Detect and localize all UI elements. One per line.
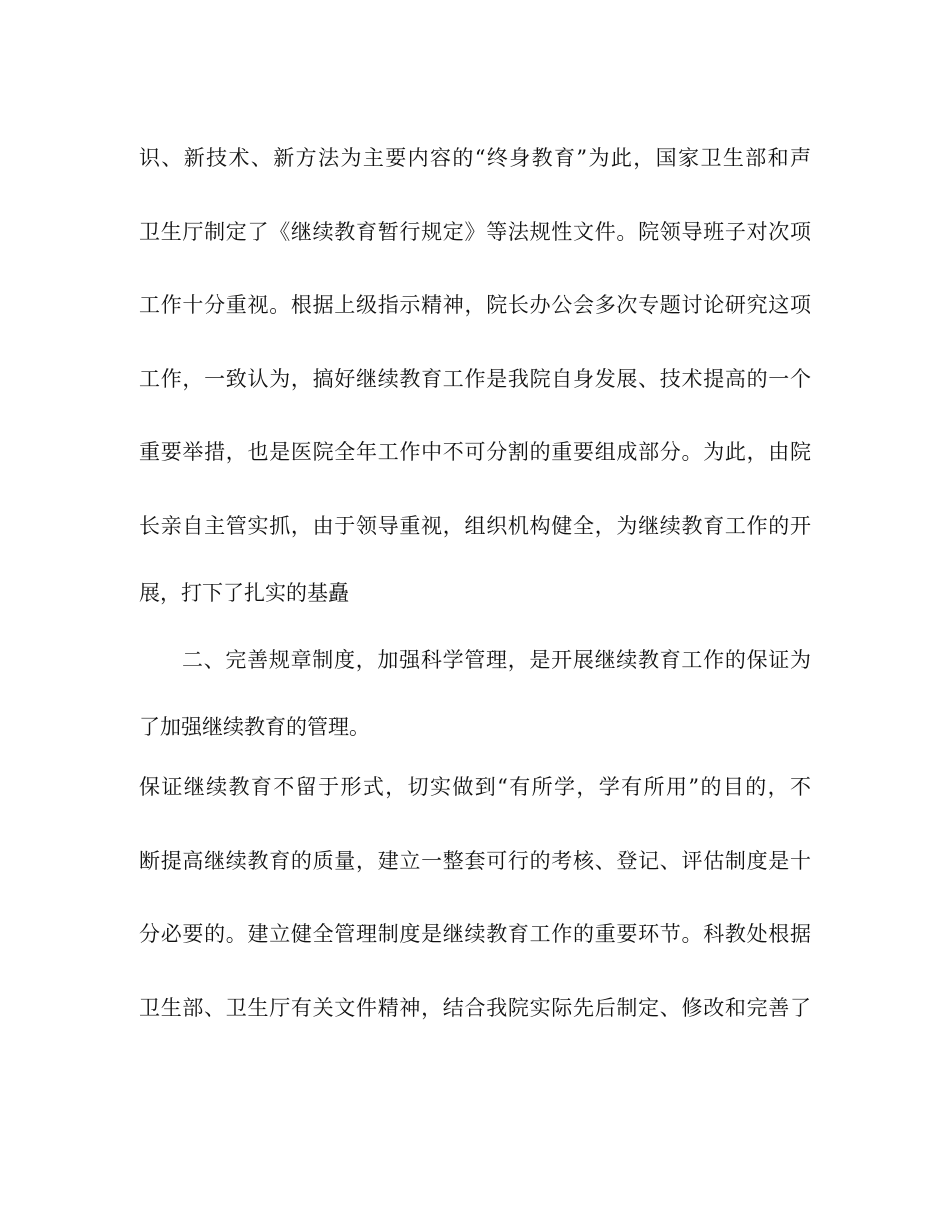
section-heading-line-2: 了加强继续教育的管理。 [139, 715, 370, 739]
paragraph-line-7: 展，打下了扎实的基矗 [139, 581, 349, 605]
paragraph-line-4: 工作，一致认为，搞好继续教育工作是我院自身发展、技术提高的一个 [139, 367, 811, 391]
paragraph-line-2: 卫生厅制定了《继续教育暂行规定》等法规性文件。院领导班子对次项 [139, 220, 811, 244]
paragraph-line-13: 卫生部、卫生厅有关文件精神，结合我院实际先后制定、修改和完善了 [139, 996, 811, 1020]
paragraph-line-12: 分必要的。建立健全管理制度是继续教育工作的重要环节。科教处根据 [139, 922, 811, 946]
paragraph-line-6: 长亲自主管实抓，由于领导重视，组织机构健全，为继续教育工作的开 [139, 514, 811, 538]
paragraph-line-10: 保证继续教育不留于形式，切实做到“有所学，学有所用”的目的，不 [139, 775, 811, 799]
paragraph-line-1: 识、新技术、新方法为主要内容的“终身教育”为此，国家卫生部和声 [139, 146, 811, 170]
section-heading-line-1: 二、完善规章制度，加强科学管理，是开展继续教育工作的保证为 [182, 648, 811, 672]
paragraph-line-3: 工作十分重视。根据上级指示精神，院长办公会多次专题讨论研究这项 [139, 293, 811, 317]
paragraph-line-11: 断提高继续教育的质量，建立一整套可行的考核、登记、评估制度是十 [139, 849, 811, 873]
paragraph-line-5: 重要举措，也是医院全年工作中不可分割的重要组成部分。为此，由院 [139, 440, 811, 464]
